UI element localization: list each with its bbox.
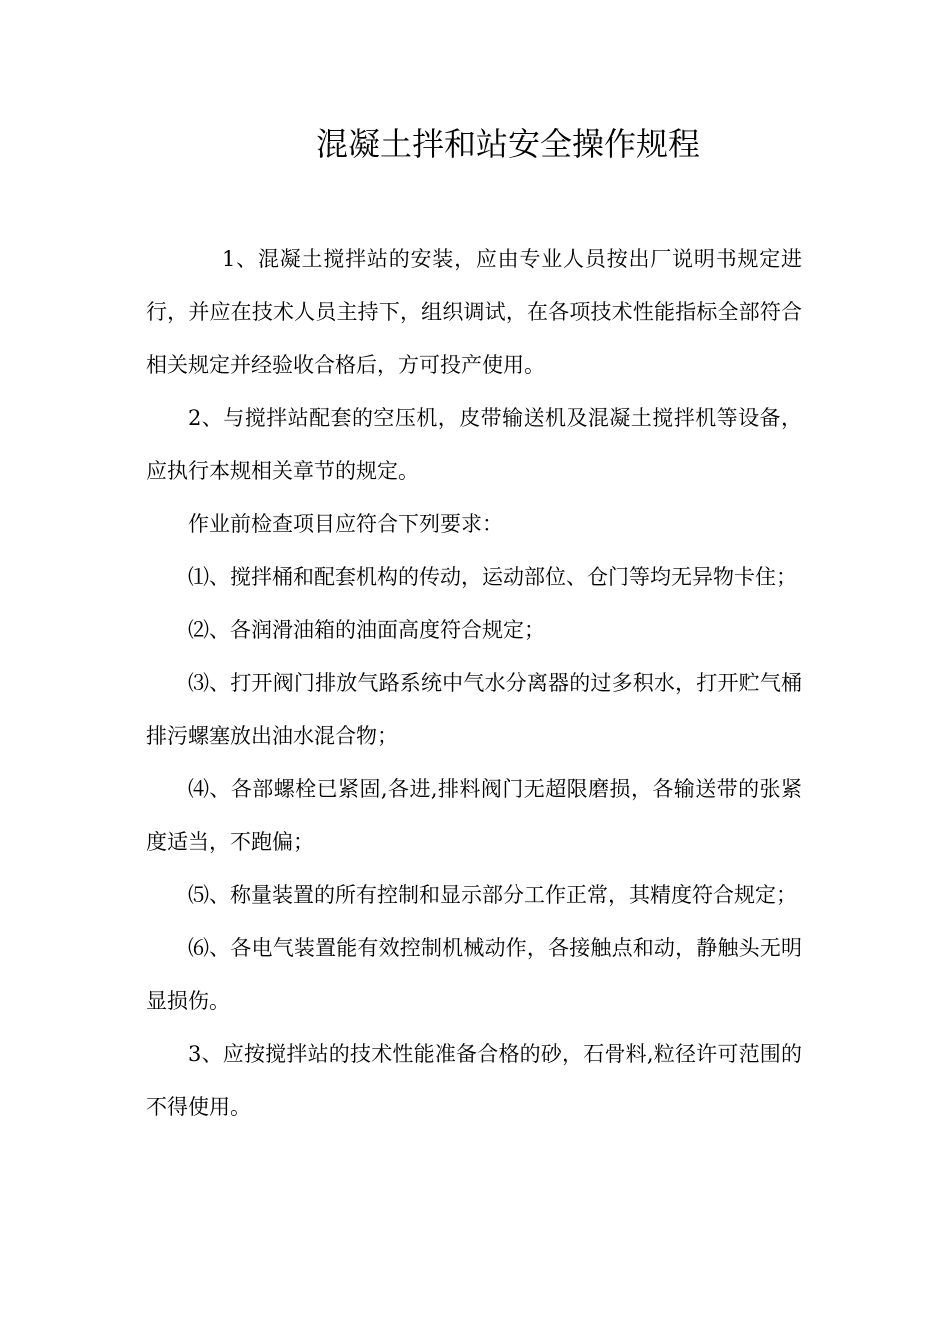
paragraph-5: ⑵、各润滑油箱的油面高度符合规定；: [188, 618, 545, 642]
paragraph-9: ⑹、各电气装置能有效控制机械动作，各接触点和动，静触头无明显损伤。: [146, 936, 802, 1013]
paragraph-2: 2、与搅拌站配套的空压机，皮带输送机及混凝土搅拌机等设备，应执行本规相关章节的规定。: [146, 406, 802, 483]
document-body: [146, 233, 802, 1134]
paragraph-8: ⑸、称量装置的所有控制和显示部分工作正常，其精度符合规定；: [188, 883, 797, 907]
document-title: 混凝土拌和站安全操作规程: [315, 125, 700, 163]
paragraph-7: ⑷、各部螺栓已紧固,各进,排料阀门无超限磨损，各输送带的张紧度适当，不跑偏；: [146, 777, 802, 854]
paragraph-1: 1、混凝土搅拌站的安装，应由专业人员按出厂说明书规定进行，并应在技术人员主持下，组织调试，在各项技术性能指标全部符合相关规定并经验收合格后，方可投产使用。: [146, 247, 802, 377]
paragraph-6: ⑶、打开阀门排放气路系统中气水分离器的过多积水，打开贮气桶排污螺塞放出油水混合物；: [146, 671, 802, 748]
paragraph-3: 作业前检查项目应符合下列要求：: [188, 512, 503, 536]
paragraph-4: ⑴、搅拌桶和配套机构的传动，运动部位、仓门等均无异物卡住；: [188, 565, 797, 589]
paragraph-10: 3、应按搅拌站的技术性能准备合格的砂，石骨料,粒径许可范围的不得使用。: [146, 1042, 802, 1119]
